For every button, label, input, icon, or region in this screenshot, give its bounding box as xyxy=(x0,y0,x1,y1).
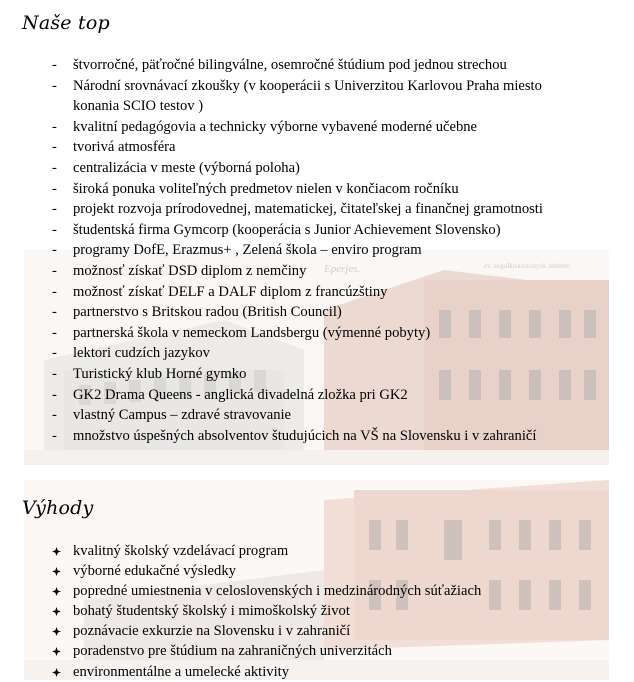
list-item: výborné edukačné výsledky xyxy=(0,561,481,581)
list-item: - vlastný Campus – zdravé stravovanie xyxy=(0,405,543,426)
list-item: - štvorročné, päťročné bilingválne, osemročné štúdium pod jednou strechou xyxy=(0,55,543,76)
dash-bullet: - xyxy=(52,242,57,259)
list-item: - študentská firma Gymcorp (kooperácia s Junior Achievement Slovensko) xyxy=(0,220,543,241)
list-item: - široká ponuka voliteľných predmetov nielen v končiacom ročníku xyxy=(0,179,543,200)
dash-bullet: - xyxy=(52,304,57,321)
list-item: - Národní srovnávací zkoušky (v kooperácii s Univerzitou Karlovou Praha miesto konania SCIO testov ) xyxy=(52,77,542,115)
diamond-bullet-icon xyxy=(52,647,61,656)
top-features-list xyxy=(0,55,543,446)
dash-bullet: - xyxy=(52,139,57,156)
list-item: poradenstvo pre štúdium na zahraničných univerzitách xyxy=(0,641,481,661)
dash-bullet: - xyxy=(52,201,57,218)
section-title-top: Naše top xyxy=(22,12,110,34)
list-item: - programy DofE, Erazmus+ , Zelená škola – enviro program xyxy=(0,240,543,261)
dash-bullet: - xyxy=(52,345,57,362)
list-item: environmentálne a umelecké aktivity xyxy=(0,662,481,682)
list-item: - GK2 Drama Queens - anglická divadelná zložka pri GK2 xyxy=(0,385,543,406)
list-item: - projekt rozvoja prírodovednej, matematickej, čitateľskej a finančnej gramotnosti xyxy=(0,199,543,220)
background-sign-text-2: ev. angolkisasszonyok intézete xyxy=(484,262,571,270)
dash-bullet: - xyxy=(52,283,57,300)
list-item: - Turistický klub Horné gymko xyxy=(0,364,543,385)
dash-bullet: - xyxy=(52,180,57,197)
list-item: - množstvo úspešných absolventov študujúcich na VŠ na Slovensku i v zahraničí xyxy=(0,426,543,447)
list-item: - lektori cudzích jazykov xyxy=(0,343,543,364)
diamond-bullet-icon xyxy=(52,587,61,596)
benefits-list xyxy=(0,541,481,682)
diamond-bullet-icon xyxy=(52,607,61,616)
list-item: - možnosť získať DSD diplom z nemčiny xyxy=(0,261,543,282)
list-item: popredné umiestnenia v celoslovenských i medzinárodných súťažiach xyxy=(0,581,481,601)
list-item: - partnerská škola v nemeckom Landsbergu (výmenné pobyty) xyxy=(0,323,543,344)
dash-bullet: - xyxy=(52,221,57,238)
dash-bullet: - xyxy=(52,159,57,176)
list-item: kvalitný školský vzdelávací program xyxy=(0,541,481,561)
diamond-bullet-icon xyxy=(52,567,61,576)
dash-bullet: - xyxy=(52,77,57,94)
diamond-bullet-icon xyxy=(52,668,61,677)
section-title-benefits: Výhody xyxy=(22,497,94,519)
dash-bullet: - xyxy=(52,57,57,73)
dash-bullet: - xyxy=(52,262,57,279)
dash-bullet: - xyxy=(52,365,57,382)
list-item: - partnerstvo s Britskou radou (British Council) xyxy=(0,302,543,323)
dash-bullet: - xyxy=(52,407,57,424)
list-item: - možnosť získať DELF a DALF diplom z francúzštiny xyxy=(0,282,543,303)
list-item: - kvalitní pedagógovia a technicky výborne vybavené moderné učebne xyxy=(0,117,543,138)
list-item: - centralizácia v meste (výborná poloha) xyxy=(0,158,543,179)
diamond-bullet-icon xyxy=(52,547,61,556)
list-item: - tvorivá atmosféra xyxy=(0,137,543,158)
list-item: bohatý študentský školský i mimoškolský život xyxy=(0,601,481,621)
diamond-bullet-icon xyxy=(52,627,61,636)
dash-bullet: - xyxy=(52,427,57,444)
list-item: poznávacie exkurzie na Slovensku i v zahraničí xyxy=(0,621,481,641)
dash-bullet: - xyxy=(52,118,57,135)
background-sign-text: Eperjes. xyxy=(324,263,361,275)
dash-bullet: - xyxy=(52,386,57,403)
dash-bullet: - xyxy=(52,324,57,341)
